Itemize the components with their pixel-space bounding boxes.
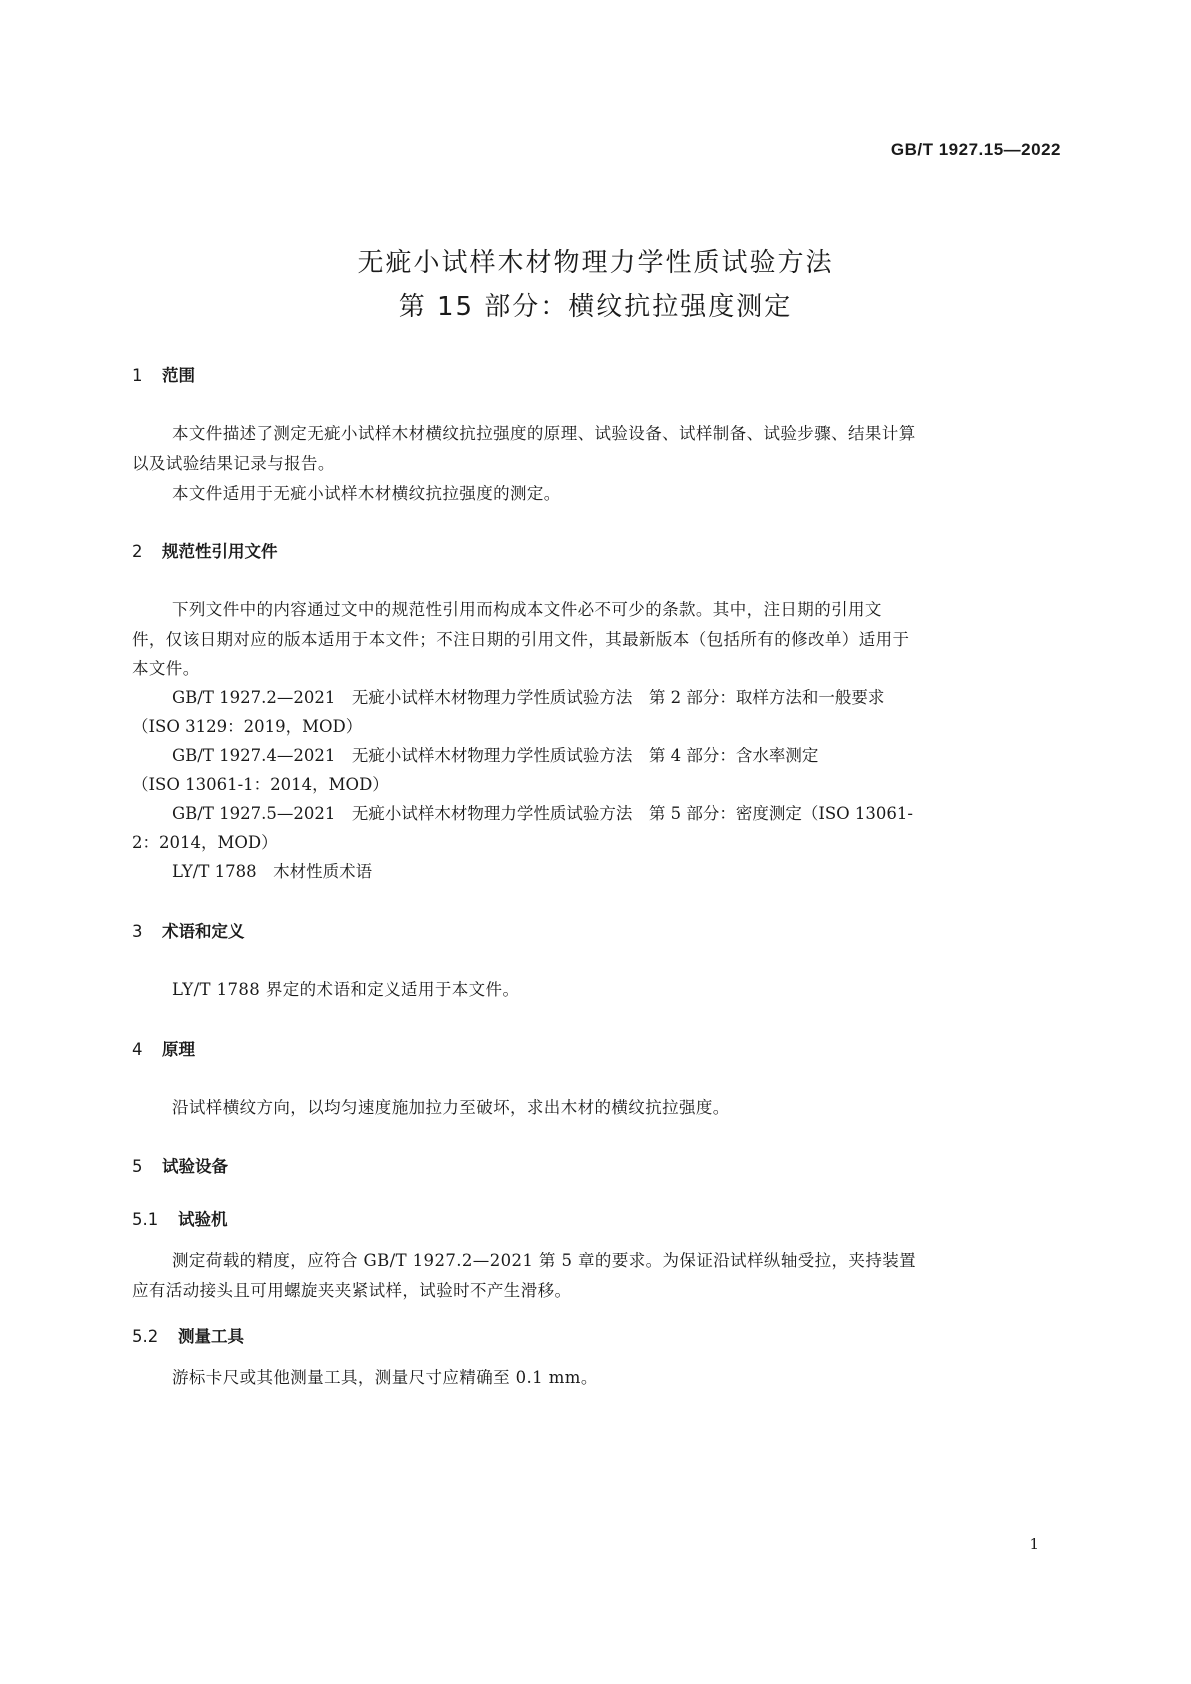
- reference-line: （ISO 3129：2019，MOD）: [132, 717, 363, 736]
- paragraph: 下列文件中的内容通过文中的规范性引用而构成本文件必不可少的条款。其中，注日期的引用文: [172, 600, 882, 619]
- reference-line: GB/T 1927.4—2021 无疵小试样木材物理力学性质试验方法 第 4 部分：含水率测定: [172, 746, 819, 765]
- section-3-heading: [132, 918, 245, 942]
- paragraph: 本文件描述了测定无疵小试样木材横纹抗拉强度的原理、试验设备、试样制备、试验步骤、结果计算: [172, 424, 916, 443]
- section-title: 原理: [162, 1040, 195, 1059]
- paragraph: 测定荷载的精度，应符合 GB/T 1927.2—2021 第 5 章的要求。为保证沿试样纵轴受拉，夹持装置: [172, 1251, 917, 1270]
- section-number: 4: [132, 1040, 143, 1059]
- section-title: 术语和定义: [162, 922, 245, 941]
- section-title: 规范性引用文件: [162, 542, 278, 561]
- paragraph: 应有活动接头且可用螺旋夹夹紧试样，试验时不产生滑移。: [132, 1281, 572, 1300]
- subsection-number: 5.2: [132, 1327, 159, 1346]
- reference-line: 2：2014，MOD）: [132, 833, 278, 852]
- section-title: 范围: [162, 366, 195, 385]
- section-4-heading: [132, 1036, 195, 1060]
- paragraph: 游标卡尺或其他测量工具，测量尺寸应精确至 0.1 mm。: [172, 1368, 598, 1387]
- paragraph: 以及试验结果记录与报告。: [132, 454, 335, 473]
- subsection-number: 5.1: [132, 1210, 159, 1229]
- subsection-title: 试验机: [178, 1210, 228, 1229]
- section-1-heading: [132, 362, 195, 386]
- reference-line: GB/T 1927.5—2021 无疵小试样木材物理力学性质试验方法 第 5 部分：密度测定（ISO 13061-: [172, 804, 913, 823]
- reference-line: （ISO 13061-1：2014，MOD）: [132, 775, 389, 794]
- section-number: 3: [132, 922, 143, 941]
- subsection-title: 测量工具: [178, 1327, 244, 1346]
- document-title-line1: 无疵小试样木材物理力学性质试验方法: [357, 248, 834, 278]
- section-2-heading: [132, 538, 278, 562]
- section-title: 试验设备: [162, 1157, 228, 1176]
- paragraph: 沿试样横纹方向，以均匀速度施加拉力至破坏，求出木材的横纹抗拉强度。: [172, 1098, 730, 1117]
- section-number: 5: [132, 1157, 143, 1176]
- paragraph: 件，仅该日期对应的版本适用于本文件；不注日期的引用文件，其最新版本（包括所有的修改单）适用于: [132, 630, 910, 649]
- paragraph: 本文件。: [132, 659, 200, 678]
- reference-line: GB/T 1927.2—2021 无疵小试样木材物理力学性质试验方法 第 2 部分：取样方法和一般要求: [172, 688, 885, 707]
- paragraph: LY/T 1788 界定的术语和定义适用于本文件。: [172, 980, 520, 999]
- section-5-heading: [132, 1153, 228, 1177]
- subsection-5-1-heading: [132, 1206, 228, 1230]
- document-title-line2: 第 15 部分：横纹抗拉强度测定: [398, 292, 793, 322]
- subsection-5-2-heading: [132, 1323, 244, 1347]
- section-number: 2: [132, 542, 143, 561]
- paragraph: 本文件适用于无疵小试样木材横纹抗拉强度的测定。: [172, 484, 561, 503]
- section-number: 1: [132, 366, 143, 385]
- standard-code: GB/T 1927.15—2022: [890, 140, 1061, 159]
- reference-line: LY/T 1788 木材性质术语: [172, 862, 373, 881]
- page-number: 1: [1029, 1535, 1039, 1553]
